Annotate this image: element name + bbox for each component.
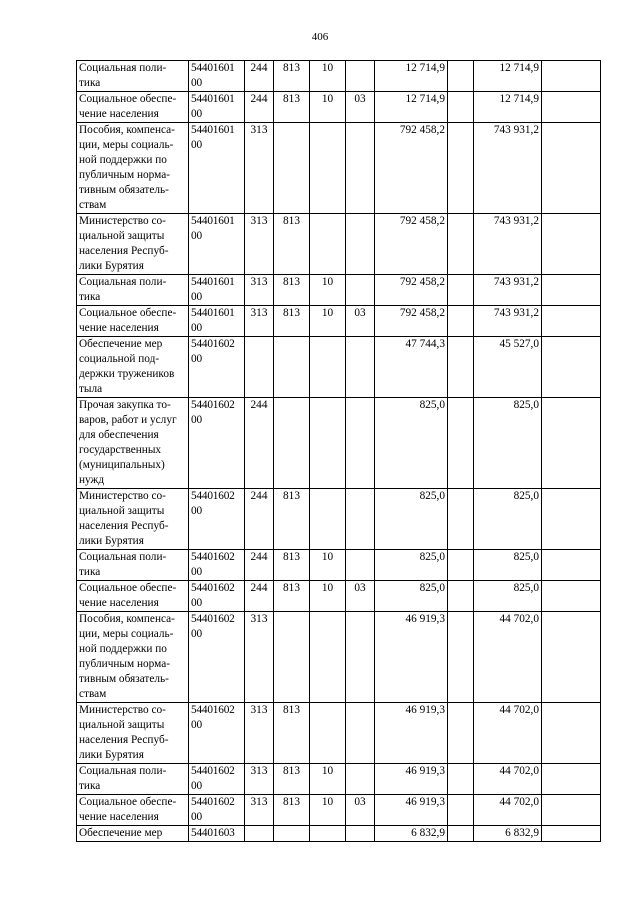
cell-name: Социальная поли- тика	[77, 275, 189, 306]
cell-name: Обеспечение мер	[77, 826, 189, 842]
cell-expense-type: 313	[245, 612, 274, 703]
cell-ministry-code	[274, 612, 310, 703]
cell-section: 10	[310, 581, 346, 612]
cell-amount-4	[542, 398, 601, 489]
cell-ministry-code	[274, 398, 310, 489]
table-row	[77, 214, 601, 275]
cell-amount-2	[448, 489, 474, 550]
cell-amount-2	[448, 703, 474, 764]
cell-amount-3: 45 527,0	[474, 337, 542, 398]
cell-amount-2	[448, 826, 474, 842]
cell-ministry-code: 813	[274, 550, 310, 581]
cell-expense-type: 313	[245, 306, 274, 337]
cell-name: Социальная поли- тика	[77, 550, 189, 581]
cell-expense-type: 244	[245, 61, 274, 92]
cell-amount-1: 792 458,2	[375, 275, 448, 306]
cell-amount-4	[542, 306, 601, 337]
cell-amount-2	[448, 612, 474, 703]
cell-subsection	[346, 275, 375, 306]
table-body	[77, 61, 601, 842]
cell-subsection	[346, 61, 375, 92]
cell-expense-type: 244	[245, 398, 274, 489]
cell-amount-3: 12 714,9	[474, 61, 542, 92]
cell-target-article: 54401603	[189, 826, 245, 842]
table-row	[77, 123, 601, 214]
cell-target-article: 54401601 00	[189, 214, 245, 275]
cell-section	[310, 398, 346, 489]
cell-amount-4	[542, 764, 601, 795]
table-row	[77, 550, 601, 581]
page-number: 406	[311, 31, 329, 43]
cell-amount-3: 44 702,0	[474, 612, 542, 703]
cell-amount-1: 792 458,2	[375, 306, 448, 337]
cell-subsection	[346, 398, 375, 489]
cell-name: Социальное обеспе- чение населения	[77, 795, 189, 826]
cell-amount-2	[448, 61, 474, 92]
cell-amount-3: 44 702,0	[474, 795, 542, 826]
cell-ministry-code	[274, 337, 310, 398]
cell-amount-4	[542, 61, 601, 92]
cell-amount-1: 12 714,9	[375, 92, 448, 123]
cell-amount-2	[448, 550, 474, 581]
cell-amount-1: 825,0	[375, 398, 448, 489]
cell-amount-2	[448, 275, 474, 306]
cell-amount-3: 825,0	[474, 489, 542, 550]
cell-subsection	[346, 214, 375, 275]
cell-ministry-code: 813	[274, 214, 310, 275]
cell-section	[310, 703, 346, 764]
table-row	[77, 489, 601, 550]
cell-section: 10	[310, 61, 346, 92]
cell-expense-type: 313	[245, 795, 274, 826]
cell-ministry-code: 813	[274, 92, 310, 123]
cell-subsection	[346, 489, 375, 550]
cell-amount-3: 44 702,0	[474, 764, 542, 795]
cell-section	[310, 214, 346, 275]
cell-amount-3: 44 702,0	[474, 703, 542, 764]
cell-name: Прочая закупка то- варов, работ и услуг для обеспечения государственных (муниципальных) нужд	[77, 398, 189, 489]
cell-target-article: 54401602 00	[189, 489, 245, 550]
cell-amount-2	[448, 337, 474, 398]
cell-amount-4	[542, 703, 601, 764]
cell-section: 10	[310, 306, 346, 337]
cell-subsection: 03	[346, 92, 375, 123]
cell-expense-type: 313	[245, 703, 274, 764]
budget-table	[76, 60, 601, 842]
table-row	[77, 703, 601, 764]
cell-amount-1: 46 919,3	[375, 795, 448, 826]
cell-expense-type: 313	[245, 275, 274, 306]
cell-section	[310, 337, 346, 398]
cell-target-article: 54401602 00	[189, 764, 245, 795]
cell-ministry-code: 813	[274, 581, 310, 612]
cell-target-article: 54401601 00	[189, 92, 245, 123]
cell-target-article: 54401602 00	[189, 581, 245, 612]
cell-name: Социальное обеспе- чение населения	[77, 581, 189, 612]
cell-ministry-code: 813	[274, 764, 310, 795]
cell-amount-1: 825,0	[375, 489, 448, 550]
cell-amount-2	[448, 123, 474, 214]
cell-amount-3: 743 931,2	[474, 275, 542, 306]
table-row	[77, 398, 601, 489]
cell-name: Министерство со- циальной защиты населения Респуб- лики Бурятия	[77, 489, 189, 550]
cell-amount-4	[542, 489, 601, 550]
cell-subsection	[346, 337, 375, 398]
cell-subsection	[346, 123, 375, 214]
cell-name: Социальное обеспе- чение населения	[77, 92, 189, 123]
cell-section: 10	[310, 764, 346, 795]
table-row	[77, 826, 601, 842]
table-row	[77, 275, 601, 306]
cell-amount-1: 46 919,3	[375, 703, 448, 764]
cell-amount-1: 825,0	[375, 550, 448, 581]
cell-section	[310, 123, 346, 214]
cell-section: 10	[310, 550, 346, 581]
cell-amount-1: 47 744,3	[375, 337, 448, 398]
cell-amount-2	[448, 795, 474, 826]
cell-expense-type: 313	[245, 123, 274, 214]
cell-expense-type	[245, 337, 274, 398]
cell-amount-1: 6 832,9	[375, 826, 448, 842]
cell-amount-1: 12 714,9	[375, 61, 448, 92]
cell-ministry-code: 813	[274, 61, 310, 92]
cell-amount-4	[542, 826, 601, 842]
cell-amount-4	[542, 581, 601, 612]
cell-name: Обеспечение мер социальной под- держки тружеников тыла	[77, 337, 189, 398]
cell-target-article: 54401601 00	[189, 275, 245, 306]
table-row	[77, 581, 601, 612]
cell-target-article: 54401601 00	[189, 306, 245, 337]
cell-amount-4	[542, 123, 601, 214]
cell-amount-2	[448, 581, 474, 612]
cell-amount-3: 12 714,9	[474, 92, 542, 123]
cell-amount-2	[448, 306, 474, 337]
cell-amount-1: 792 458,2	[375, 123, 448, 214]
cell-expense-type: 313	[245, 214, 274, 275]
cell-expense-type: 244	[245, 581, 274, 612]
cell-expense-type: 244	[245, 489, 274, 550]
cell-target-article: 54401602 00	[189, 550, 245, 581]
cell-subsection: 03	[346, 581, 375, 612]
cell-name: Пособия, компенса- ции, меры социаль- ной поддержки по публичным норма- тивным обязатель- ствам	[77, 123, 189, 214]
cell-amount-4	[542, 337, 601, 398]
table-row	[77, 795, 601, 826]
cell-subsection: 03	[346, 795, 375, 826]
table-row	[77, 92, 601, 123]
cell-expense-type: 244	[245, 550, 274, 581]
cell-name: Министерство со- циальной защиты населения Респуб- лики Бурятия	[77, 703, 189, 764]
cell-name: Пособия, компенса- ции, меры социаль- ной поддержки по публичным норма- тивным обязатель- ствам	[77, 612, 189, 703]
cell-amount-2	[448, 764, 474, 795]
table-row	[77, 61, 601, 92]
cell-subsection: 03	[346, 306, 375, 337]
cell-section	[310, 612, 346, 703]
cell-target-article: 54401601 00	[189, 123, 245, 214]
table-row	[77, 764, 601, 795]
cell-amount-2	[448, 398, 474, 489]
cell-expense-type: 313	[245, 764, 274, 795]
cell-name: Социальное обеспе- чение населения	[77, 306, 189, 337]
cell-amount-4	[542, 550, 601, 581]
cell-amount-4	[542, 214, 601, 275]
cell-subsection	[346, 703, 375, 764]
cell-section	[310, 826, 346, 842]
cell-target-article: 54401602 00	[189, 612, 245, 703]
cell-ministry-code: 813	[274, 489, 310, 550]
cell-target-article: 54401602 00	[189, 398, 245, 489]
cell-amount-2	[448, 214, 474, 275]
cell-amount-4	[542, 612, 601, 703]
cell-amount-1: 46 919,3	[375, 764, 448, 795]
cell-section: 10	[310, 795, 346, 826]
cell-ministry-code: 813	[274, 795, 310, 826]
cell-amount-3: 825,0	[474, 550, 542, 581]
cell-amount-3: 825,0	[474, 398, 542, 489]
cell-target-article: 54401601 00	[189, 61, 245, 92]
cell-expense-type	[245, 826, 274, 842]
cell-name: Социальная поли- тика	[77, 764, 189, 795]
cell-amount-3: 743 931,2	[474, 306, 542, 337]
cell-ministry-code: 813	[274, 703, 310, 764]
cell-section: 10	[310, 275, 346, 306]
cell-name: Социальная поли- тика	[77, 61, 189, 92]
cell-amount-4	[542, 275, 601, 306]
cell-target-article: 54401602 00	[189, 337, 245, 398]
cell-subsection	[346, 550, 375, 581]
cell-amount-1: 825,0	[375, 581, 448, 612]
cell-expense-type: 244	[245, 92, 274, 123]
cell-amount-3: 743 931,2	[474, 214, 542, 275]
cell-subsection	[346, 764, 375, 795]
cell-ministry-code	[274, 826, 310, 842]
cell-ministry-code: 813	[274, 306, 310, 337]
cell-amount-1: 792 458,2	[375, 214, 448, 275]
cell-subsection	[346, 612, 375, 703]
cell-amount-3: 743 931,2	[474, 123, 542, 214]
cell-target-article: 54401602 00	[189, 795, 245, 826]
cell-name: Министерство со- циальной защиты населения Респуб- лики Бурятия	[77, 214, 189, 275]
cell-amount-1: 46 919,3	[375, 612, 448, 703]
cell-ministry-code: 813	[274, 275, 310, 306]
cell-amount-4	[542, 92, 601, 123]
cell-amount-3: 825,0	[474, 581, 542, 612]
cell-amount-2	[448, 92, 474, 123]
cell-target-article: 54401602 00	[189, 703, 245, 764]
table-row	[77, 337, 601, 398]
cell-subsection	[346, 826, 375, 842]
cell-ministry-code	[274, 123, 310, 214]
cell-section	[310, 489, 346, 550]
table-row	[77, 306, 601, 337]
cell-amount-4	[542, 795, 601, 826]
table-row	[77, 612, 601, 703]
cell-section: 10	[310, 92, 346, 123]
cell-amount-3: 6 832,9	[474, 826, 542, 842]
